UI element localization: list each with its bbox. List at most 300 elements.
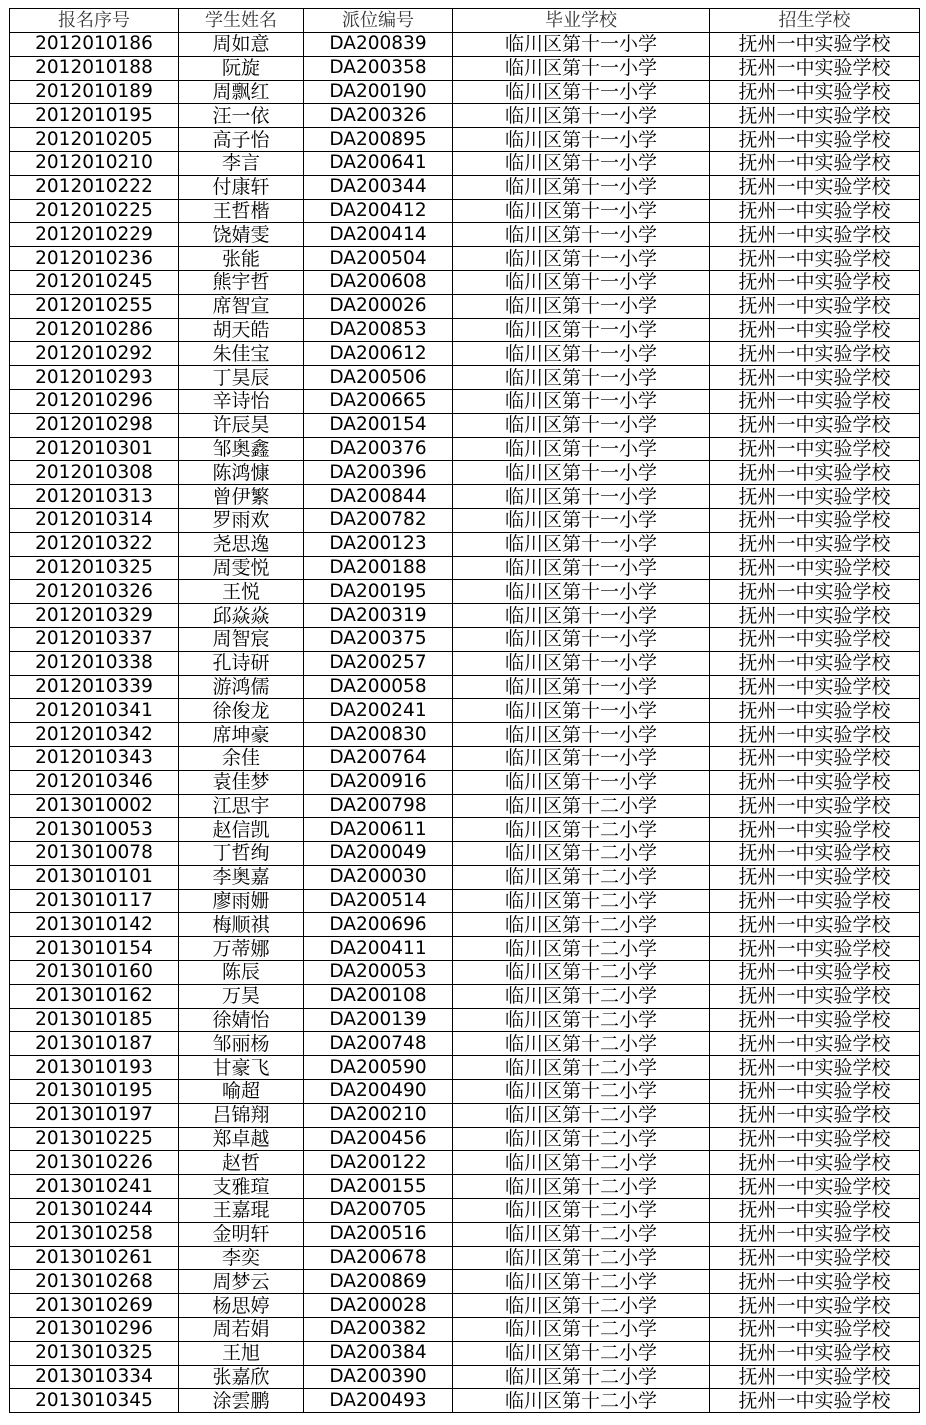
- table-row: [10, 984, 920, 1008]
- header-row: [10, 9, 920, 33]
- table-row: [10, 366, 920, 390]
- student-name-cell: 徐俊龙: [179, 699, 304, 723]
- header-student-name: 学生姓名: [179, 9, 304, 33]
- registration-number-cell: 2013010053: [10, 818, 179, 842]
- placement-code-cell: DA200190: [304, 80, 453, 104]
- admitting-school-cell: 抚州一中实验学校: [710, 1151, 920, 1175]
- table-row: [10, 389, 920, 413]
- registration-number-cell: 2012010337: [10, 627, 179, 651]
- graduating-school-cell: 临川区第十二小学: [453, 1151, 710, 1175]
- graduating-school-cell: 临川区第十一小学: [453, 80, 710, 104]
- graduating-school-cell: 临川区第十二小学: [453, 1389, 710, 1413]
- graduating-school-cell: 临川区第十二小学: [453, 961, 710, 985]
- registration-number-cell: 2012010308: [10, 461, 179, 485]
- table-row: [10, 33, 920, 57]
- graduating-school-cell: 临川区第十二小学: [453, 1103, 710, 1127]
- table-row: [10, 199, 920, 223]
- student-name-cell: 胡天皓: [179, 318, 304, 342]
- placement-code-cell: DA200853: [304, 318, 453, 342]
- student-name-cell: 周飘红: [179, 80, 304, 104]
- admitting-school-cell: 抚州一中实验学校: [710, 604, 920, 628]
- graduating-school-cell: 临川区第十二小学: [453, 1032, 710, 1056]
- placement-code-cell: DA200026: [304, 294, 453, 318]
- graduating-school-cell: 临川区第十一小学: [453, 461, 710, 485]
- table-row: [10, 318, 920, 342]
- student-name-cell: 周梦云: [179, 1270, 304, 1294]
- registration-number-cell: 2012010338: [10, 651, 179, 675]
- student-name-cell: 付康轩: [179, 175, 304, 199]
- placement-code-cell: DA200665: [304, 389, 453, 413]
- admitting-school-cell: 抚州一中实验学校: [710, 1246, 920, 1270]
- registration-number-cell: 2013010002: [10, 794, 179, 818]
- registration-number-cell: 2012010325: [10, 556, 179, 580]
- table-row: [10, 1270, 920, 1294]
- graduating-school-cell: 临川区第十一小学: [453, 770, 710, 794]
- graduating-school-cell: 临川区第十一小学: [453, 223, 710, 247]
- table-row: [10, 627, 920, 651]
- registration-number-cell: 2012010255: [10, 294, 179, 318]
- graduating-school-cell: 临川区第十二小学: [453, 937, 710, 961]
- admitting-school-cell: 抚州一中实验学校: [710, 128, 920, 152]
- table-row: [10, 937, 920, 961]
- student-name-cell: 曾伊繁: [179, 485, 304, 509]
- student-name-cell: 喻超: [179, 1080, 304, 1104]
- placement-code-cell: DA200390: [304, 1365, 453, 1389]
- table-row: [10, 794, 920, 818]
- admitting-school-cell: 抚州一中实验学校: [710, 937, 920, 961]
- student-name-cell: 金明轩: [179, 1222, 304, 1246]
- placement-code-cell: DA200705: [304, 1199, 453, 1223]
- table-row: [10, 1127, 920, 1151]
- placement-code-cell: DA200798: [304, 794, 453, 818]
- student-name-cell: 席智宣: [179, 294, 304, 318]
- table-row: [10, 175, 920, 199]
- registration-number-cell: 2012010195: [10, 104, 179, 128]
- registration-number-cell: 2013010296: [10, 1318, 179, 1342]
- admitting-school-cell: 抚州一中实验学校: [710, 80, 920, 104]
- table-row: [10, 437, 920, 461]
- graduating-school-cell: 临川区第十一小学: [453, 532, 710, 556]
- registration-number-cell: 2012010189: [10, 80, 179, 104]
- registration-number-cell: 2012010314: [10, 508, 179, 532]
- placement-code-cell: DA200611: [304, 818, 453, 842]
- header-admitting-school: 招生学校: [710, 9, 920, 33]
- admitting-school-cell: 抚州一中实验学校: [710, 270, 920, 294]
- student-name-cell: 辛诗怡: [179, 389, 304, 413]
- placement-code-cell: DA200916: [304, 770, 453, 794]
- graduating-school-cell: 临川区第十二小学: [453, 1199, 710, 1223]
- admitting-school-cell: 抚州一中实验学校: [710, 1199, 920, 1223]
- registration-number-cell: 2012010210: [10, 151, 179, 175]
- admitting-school-cell: 抚州一中实验学校: [710, 389, 920, 413]
- graduating-school-cell: 临川区第十一小学: [453, 413, 710, 437]
- placement-code-cell: DA200590: [304, 1056, 453, 1080]
- placement-code-cell: DA200412: [304, 199, 453, 223]
- registration-number-cell: 2013010258: [10, 1222, 179, 1246]
- admitting-school-cell: 抚州一中实验学校: [710, 1389, 920, 1413]
- admitting-school-cell: 抚州一中实验学校: [710, 842, 920, 866]
- placement-code-cell: DA200696: [304, 913, 453, 937]
- table-row: [10, 1056, 920, 1080]
- admitting-school-cell: 抚州一中实验学校: [710, 556, 920, 580]
- student-name-cell: 万蒂娜: [179, 937, 304, 961]
- student-name-cell: 周智宸: [179, 627, 304, 651]
- student-name-cell: 余佳: [179, 746, 304, 770]
- registration-number-cell: 2013010197: [10, 1103, 179, 1127]
- placement-code-cell: DA200504: [304, 247, 453, 271]
- graduating-school-cell: 临川区第十一小学: [453, 294, 710, 318]
- placement-code-cell: DA200396: [304, 461, 453, 485]
- graduating-school-cell: 临川区第十一小学: [453, 508, 710, 532]
- graduating-school-cell: 临川区第十一小学: [453, 580, 710, 604]
- admitting-school-cell: 抚州一中实验学校: [710, 675, 920, 699]
- registration-number-cell: 2012010286: [10, 318, 179, 342]
- admitting-school-cell: 抚州一中实验学校: [710, 508, 920, 532]
- registration-number-cell: 2012010341: [10, 699, 179, 723]
- admitting-school-cell: 抚州一中实验学校: [710, 961, 920, 985]
- student-name-cell: 李奥嘉: [179, 865, 304, 889]
- table-row: [10, 294, 920, 318]
- registration-number-cell: 2012010322: [10, 532, 179, 556]
- registration-number-cell: 2012010346: [10, 770, 179, 794]
- student-name-cell: 涂雲鹏: [179, 1389, 304, 1413]
- graduating-school-cell: 临川区第十二小学: [453, 818, 710, 842]
- admitting-school-cell: 抚州一中实验学校: [710, 199, 920, 223]
- student-name-cell: 朱佳宝: [179, 342, 304, 366]
- admitting-school-cell: 抚州一中实验学校: [710, 247, 920, 271]
- registration-number-cell: 2012010245: [10, 270, 179, 294]
- admitting-school-cell: 抚州一中实验学校: [710, 889, 920, 913]
- placement-code-cell: DA200411: [304, 937, 453, 961]
- student-name-cell: 邹丽杨: [179, 1032, 304, 1056]
- admitting-school-cell: 抚州一中实验学校: [710, 1103, 920, 1127]
- student-name-cell: 徐婧怡: [179, 1008, 304, 1032]
- graduating-school-cell: 临川区第十一小学: [453, 175, 710, 199]
- graduating-school-cell: 临川区第十一小学: [453, 746, 710, 770]
- admitting-school-cell: 抚州一中实验学校: [710, 1365, 920, 1389]
- admitting-school-cell: 抚州一中实验学校: [710, 33, 920, 57]
- student-name-cell: 王嘉琨: [179, 1199, 304, 1223]
- placement-code-cell: DA200612: [304, 342, 453, 366]
- registration-number-cell: 2012010301: [10, 437, 179, 461]
- placement-code-cell: DA200608: [304, 270, 453, 294]
- admitting-school-cell: 抚州一中实验学校: [710, 580, 920, 604]
- table-row: [10, 532, 920, 556]
- table-body: [10, 33, 920, 1413]
- registration-number-cell: 2013010185: [10, 1008, 179, 1032]
- graduating-school-cell: 临川区第十二小学: [453, 1365, 710, 1389]
- placement-code-cell: DA200506: [304, 366, 453, 390]
- table-row: [10, 1389, 920, 1413]
- placement-code-cell: DA200195: [304, 580, 453, 604]
- registration-number-cell: 2013010268: [10, 1270, 179, 1294]
- admitting-school-cell: 抚州一中实验学校: [710, 770, 920, 794]
- table-row: [10, 104, 920, 128]
- graduating-school-cell: 临川区第十二小学: [453, 1341, 710, 1365]
- student-name-cell: 支雅瑄: [179, 1175, 304, 1199]
- registration-number-cell: 2012010236: [10, 247, 179, 271]
- admitting-school-cell: 抚州一中实验学校: [710, 1127, 920, 1151]
- table-row: [10, 818, 920, 842]
- registration-number-cell: 2013010117: [10, 889, 179, 913]
- graduating-school-cell: 临川区第十二小学: [453, 1080, 710, 1104]
- graduating-school-cell: 临川区第十二小学: [453, 865, 710, 889]
- student-name-cell: 周若娟: [179, 1318, 304, 1342]
- admitting-school-cell: 抚州一中实验学校: [710, 1080, 920, 1104]
- table-row: [10, 1341, 920, 1365]
- placement-code-cell: DA200241: [304, 699, 453, 723]
- admitting-school-cell: 抚州一中实验学校: [710, 532, 920, 556]
- placement-code-cell: DA200154: [304, 413, 453, 437]
- placement-code-cell: DA200319: [304, 604, 453, 628]
- placement-code-cell: DA200326: [304, 104, 453, 128]
- registration-number-cell: 2012010326: [10, 580, 179, 604]
- placement-code-cell: DA200058: [304, 675, 453, 699]
- student-name-cell: 江思宇: [179, 794, 304, 818]
- graduating-school-cell: 临川区第十二小学: [453, 1175, 710, 1199]
- table-row: [10, 413, 920, 437]
- graduating-school-cell: 临川区第十二小学: [453, 1222, 710, 1246]
- student-name-cell: 熊宇哲: [179, 270, 304, 294]
- placement-code-cell: DA200748: [304, 1032, 453, 1056]
- student-name-cell: 罗雨欢: [179, 508, 304, 532]
- table-row: [10, 223, 920, 247]
- registration-number-cell: 2013010261: [10, 1246, 179, 1270]
- admitting-school-cell: 抚州一中实验学校: [710, 723, 920, 747]
- header-graduating-school: 毕业学校: [453, 9, 710, 33]
- table-row: [10, 1103, 920, 1127]
- registration-number-cell: 2013010269: [10, 1294, 179, 1318]
- table-row: [10, 485, 920, 509]
- graduating-school-cell: 临川区第十一小学: [453, 675, 710, 699]
- student-name-cell: 吕锦翔: [179, 1103, 304, 1127]
- registration-number-cell: 2012010293: [10, 366, 179, 390]
- student-name-cell: 丁哲绚: [179, 842, 304, 866]
- admitting-school-cell: 抚州一中实验学校: [710, 223, 920, 247]
- placement-code-cell: DA200030: [304, 865, 453, 889]
- placement-code-cell: DA200028: [304, 1294, 453, 1318]
- student-name-cell: 席坤豪: [179, 723, 304, 747]
- student-name-cell: 许辰昊: [179, 413, 304, 437]
- table-row: [10, 1365, 920, 1389]
- admitting-school-cell: 抚州一中实验学校: [710, 437, 920, 461]
- student-name-cell: 陈鸿慷: [179, 461, 304, 485]
- student-name-cell: 高子怡: [179, 128, 304, 152]
- graduating-school-cell: 临川区第十一小学: [453, 389, 710, 413]
- registration-number-cell: 2012010188: [10, 56, 179, 80]
- table-row: [10, 723, 920, 747]
- student-name-cell: 周雯悦: [179, 556, 304, 580]
- table-row: [10, 913, 920, 937]
- table-row: [10, 80, 920, 104]
- registration-number-cell: 2013010241: [10, 1175, 179, 1199]
- admitting-school-cell: 抚州一中实验学校: [710, 342, 920, 366]
- graduating-school-cell: 临川区第十二小学: [453, 1127, 710, 1151]
- table-row: [10, 1246, 920, 1270]
- graduating-school-cell: 临川区第十二小学: [453, 1056, 710, 1080]
- graduating-school-cell: 临川区第十一小学: [453, 342, 710, 366]
- registration-number-cell: 2013010244: [10, 1199, 179, 1223]
- student-name-cell: 邱焱焱: [179, 604, 304, 628]
- registration-number-cell: 2012010229: [10, 223, 179, 247]
- student-name-cell: 陈辰: [179, 961, 304, 985]
- graduating-school-cell: 临川区第十一小学: [453, 699, 710, 723]
- admitting-school-cell: 抚州一中实验学校: [710, 818, 920, 842]
- table-row: [10, 1151, 920, 1175]
- admitting-school-cell: 抚州一中实验学校: [710, 1341, 920, 1365]
- admitting-school-cell: 抚州一中实验学校: [710, 175, 920, 199]
- graduating-school-cell: 临川区第十一小学: [453, 151, 710, 175]
- table-row: [10, 1222, 920, 1246]
- placement-code-cell: DA200188: [304, 556, 453, 580]
- placement-code-cell: DA200456: [304, 1127, 453, 1151]
- table-row: [10, 604, 920, 628]
- graduating-school-cell: 临川区第十一小学: [453, 485, 710, 509]
- table-row: [10, 1080, 920, 1104]
- graduating-school-cell: 临川区第十二小学: [453, 1318, 710, 1342]
- graduating-school-cell: 临川区第十一小学: [453, 437, 710, 461]
- placement-code-cell: DA200514: [304, 889, 453, 913]
- graduating-school-cell: 临川区第十二小学: [453, 1008, 710, 1032]
- student-name-cell: 饶婧雯: [179, 223, 304, 247]
- placement-code-cell: DA200358: [304, 56, 453, 80]
- placement-code-cell: DA200139: [304, 1008, 453, 1032]
- placement-code-cell: DA200123: [304, 532, 453, 556]
- registration-number-cell: 2012010342: [10, 723, 179, 747]
- placement-code-cell: DA200122: [304, 1151, 453, 1175]
- registration-number-cell: 2012010186: [10, 33, 179, 57]
- graduating-school-cell: 临川区第十一小学: [453, 627, 710, 651]
- admitting-school-cell: 抚州一中实验学校: [710, 318, 920, 342]
- placement-code-cell: DA200376: [304, 437, 453, 461]
- graduating-school-cell: 临川区第十二小学: [453, 842, 710, 866]
- placement-code-cell: DA200490: [304, 1080, 453, 1104]
- table-row: [10, 128, 920, 152]
- placement-code-cell: DA200895: [304, 128, 453, 152]
- table-row: [10, 508, 920, 532]
- table-row: [10, 675, 920, 699]
- placement-code-cell: DA200155: [304, 1175, 453, 1199]
- placement-code-cell: DA200641: [304, 151, 453, 175]
- graduating-school-cell: 临川区第十一小学: [453, 604, 710, 628]
- graduating-school-cell: 临川区第十二小学: [453, 1294, 710, 1318]
- placement-code-cell: DA200844: [304, 485, 453, 509]
- admitting-school-cell: 抚州一中实验学校: [710, 794, 920, 818]
- student-name-cell: 尧思逸: [179, 532, 304, 556]
- graduating-school-cell: 临川区第十一小学: [453, 556, 710, 580]
- admitting-school-cell: 抚州一中实验学校: [710, 865, 920, 889]
- admitting-school-cell: 抚州一中实验学校: [710, 746, 920, 770]
- student-name-cell: 梅顺祺: [179, 913, 304, 937]
- table-row: [10, 342, 920, 366]
- table-header: [10, 9, 920, 33]
- table-row: [10, 770, 920, 794]
- student-name-cell: 廖雨姗: [179, 889, 304, 913]
- table-row: [10, 961, 920, 985]
- table-row: [10, 746, 920, 770]
- student-name-cell: 杨思婷: [179, 1294, 304, 1318]
- table-row: [10, 247, 920, 271]
- placement-code-cell: DA200053: [304, 961, 453, 985]
- placement-code-cell: DA200049: [304, 842, 453, 866]
- header-registration-number: 报名序号: [10, 9, 179, 33]
- placement-code-cell: DA200869: [304, 1270, 453, 1294]
- table-row: [10, 1032, 920, 1056]
- table-row: [10, 865, 920, 889]
- table-row: [10, 270, 920, 294]
- registration-number-cell: 2013010225: [10, 1127, 179, 1151]
- admitting-school-cell: 抚州一中实验学校: [710, 1270, 920, 1294]
- registration-number-cell: 2013010193: [10, 1056, 179, 1080]
- student-name-cell: 邹奥鑫: [179, 437, 304, 461]
- admitting-school-cell: 抚州一中实验学校: [710, 461, 920, 485]
- admitting-school-cell: 抚州一中实验学校: [710, 151, 920, 175]
- admitting-school-cell: 抚州一中实验学校: [710, 1008, 920, 1032]
- graduating-school-cell: 临川区第十一小学: [453, 199, 710, 223]
- admitting-school-cell: 抚州一中实验学校: [710, 1175, 920, 1199]
- student-name-cell: 赵信凯: [179, 818, 304, 842]
- admitting-school-cell: 抚州一中实验学校: [710, 627, 920, 651]
- registration-number-cell: 2013010154: [10, 937, 179, 961]
- placement-code-cell: DA200375: [304, 627, 453, 651]
- student-name-cell: 王哲楷: [179, 199, 304, 223]
- registration-number-cell: 2013010226: [10, 1151, 179, 1175]
- placement-code-cell: DA200516: [304, 1222, 453, 1246]
- table-row: [10, 151, 920, 175]
- table-row: [10, 556, 920, 580]
- student-name-cell: 游鸿儒: [179, 675, 304, 699]
- admitting-school-cell: 抚州一中实验学校: [710, 984, 920, 1008]
- registration-number-cell: 2012010222: [10, 175, 179, 199]
- table-row: [10, 699, 920, 723]
- graduating-school-cell: 临川区第十一小学: [453, 651, 710, 675]
- student-placement-table: [9, 8, 920, 1413]
- admitting-school-cell: 抚州一中实验学校: [710, 294, 920, 318]
- admitting-school-cell: 抚州一中实验学校: [710, 1318, 920, 1342]
- registration-number-cell: 2012010329: [10, 604, 179, 628]
- registration-number-cell: 2013010142: [10, 913, 179, 937]
- graduating-school-cell: 临川区第十一小学: [453, 56, 710, 80]
- placement-code-cell: DA200257: [304, 651, 453, 675]
- graduating-school-cell: 临川区第十一小学: [453, 33, 710, 57]
- registration-number-cell: 2013010162: [10, 984, 179, 1008]
- registration-number-cell: 2012010339: [10, 675, 179, 699]
- placement-code-cell: DA200830: [304, 723, 453, 747]
- registration-number-cell: 2012010343: [10, 746, 179, 770]
- placement-code-cell: DA200678: [304, 1246, 453, 1270]
- admitting-school-cell: 抚州一中实验学校: [710, 651, 920, 675]
- student-name-cell: 甘豪飞: [179, 1056, 304, 1080]
- registration-number-cell: 2013010325: [10, 1341, 179, 1365]
- registration-number-cell: 2012010205: [10, 128, 179, 152]
- registration-number-cell: 2013010187: [10, 1032, 179, 1056]
- student-name-cell: 张嘉欣: [179, 1365, 304, 1389]
- placement-code-cell: DA200839: [304, 33, 453, 57]
- student-name-cell: 王悦: [179, 580, 304, 604]
- student-name-cell: 万昊: [179, 984, 304, 1008]
- admitting-school-cell: 抚州一中实验学校: [710, 366, 920, 390]
- student-name-cell: 郑卓越: [179, 1127, 304, 1151]
- registration-number-cell: 2013010160: [10, 961, 179, 985]
- registration-number-cell: 2013010334: [10, 1365, 179, 1389]
- student-name-cell: 孔诗研: [179, 651, 304, 675]
- admitting-school-cell: 抚州一中实验学校: [710, 56, 920, 80]
- table-row: [10, 1294, 920, 1318]
- registration-number-cell: 2013010078: [10, 842, 179, 866]
- student-name-cell: 李言: [179, 151, 304, 175]
- placement-code-cell: DA200493: [304, 1389, 453, 1413]
- admitting-school-cell: 抚州一中实验学校: [710, 1032, 920, 1056]
